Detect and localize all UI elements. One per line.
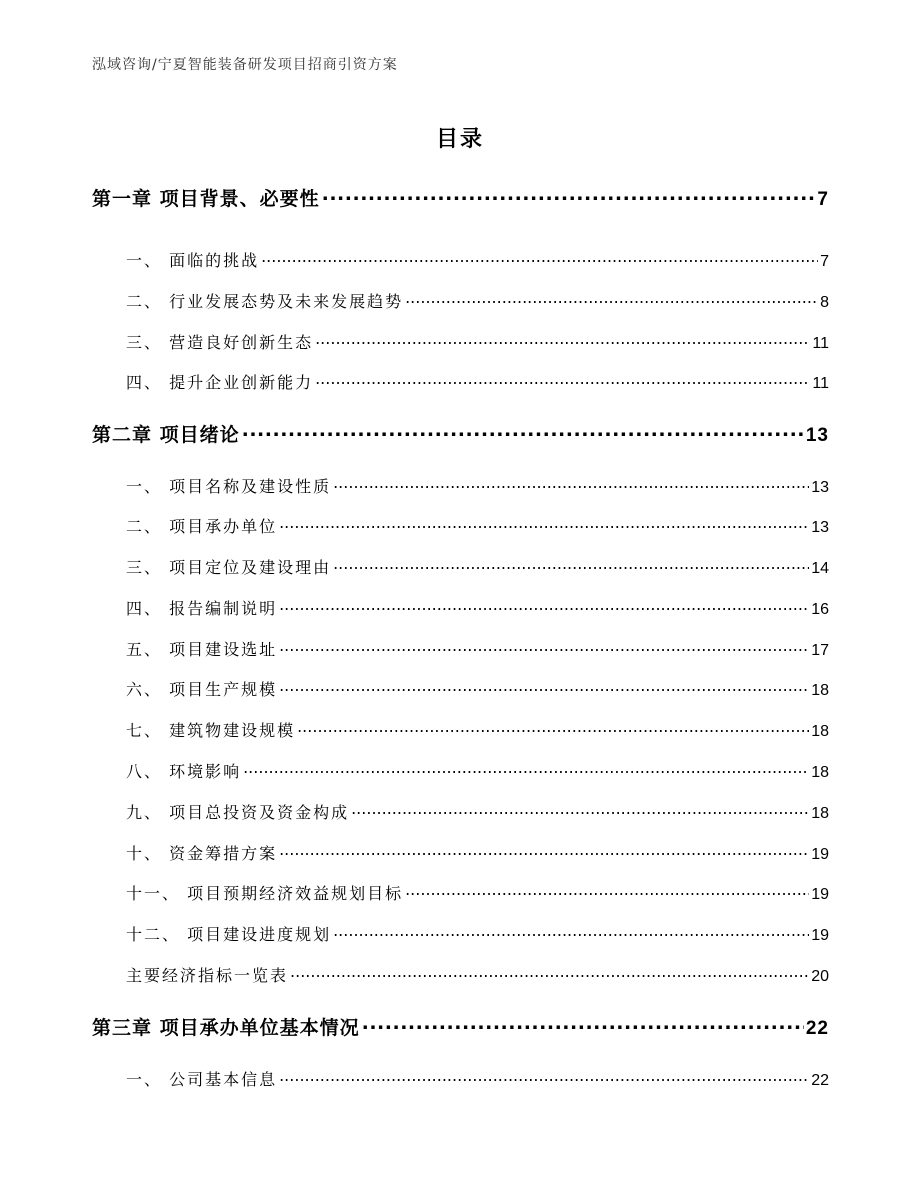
toc-section-entry[interactable]	[126, 637, 829, 660]
page-header: 泓域咨询/宁夏智能装备研发项目招商引资方案	[92, 57, 398, 73]
toc-section-entry[interactable]	[126, 677, 829, 700]
toc-entry-page: 18	[811, 723, 829, 740]
toc-section-entry[interactable]	[126, 881, 829, 904]
toc-entry-label: 十二、 项目建设进度规划	[126, 925, 332, 944]
toc-entry-label: 七、 建筑物建设规模	[126, 721, 296, 740]
toc-entry-page: 7	[817, 189, 829, 210]
toc-entry-label: 二、 项目承办单位	[126, 517, 278, 536]
toc-entry-label: 四、 提升企业创新能力	[126, 373, 314, 392]
toc-entry-label: 主要经济指标一览表	[126, 966, 289, 985]
toc-entry-label: 第二章 项目绪论	[92, 424, 240, 446]
toc-entry-label: 二、 行业发展态势及未来发展趋势	[126, 292, 404, 311]
dot-leader	[333, 924, 809, 940]
toc-section-entry[interactable]	[126, 596, 829, 619]
toc-entry-page: 19	[811, 927, 829, 944]
toc-entry-page: 11	[812, 375, 829, 392]
toc-entry-label: 八、 环境影响	[126, 762, 242, 781]
toc-entry-page: 11	[812, 335, 829, 352]
dot-leader	[322, 186, 816, 205]
toc-entry-page: 17	[811, 642, 829, 659]
dot-leader	[261, 250, 818, 266]
toc-entry-page: 22	[811, 1072, 829, 1089]
dot-leader	[333, 476, 809, 492]
dot-leader	[279, 598, 809, 614]
toc-section-entry[interactable]	[126, 1067, 829, 1090]
dot-leader	[279, 1069, 809, 1085]
toc-entry-page: 18	[811, 805, 829, 822]
dot-leader	[315, 372, 810, 388]
toc-section-entry[interactable]	[126, 922, 829, 945]
dot-leader	[242, 422, 804, 441]
toc-entry-label: 三、 营造良好创新生态	[126, 333, 314, 352]
toc-entry-page: 7	[820, 253, 829, 270]
toc-section-entry[interactable]	[126, 759, 829, 782]
toc-section-entry[interactable]	[126, 474, 829, 497]
toc-entry-page: 18	[811, 764, 829, 781]
dot-leader	[297, 720, 809, 736]
toc-section-entry[interactable]	[126, 330, 829, 353]
dot-leader	[351, 802, 809, 818]
dot-leader	[243, 761, 809, 777]
dot-leader	[279, 516, 809, 532]
toc-section-entry[interactable]	[126, 800, 829, 823]
toc-entry-label: 一、 面临的挑战	[126, 251, 260, 270]
toc-chapter-entry[interactable]	[92, 1013, 829, 1040]
toc-section-entry[interactable]	[126, 370, 829, 393]
toc-entry-page: 20	[811, 968, 829, 985]
toc-entry-label: 一、 项目名称及建设性质	[126, 477, 332, 496]
toc-entry-page: 16	[811, 601, 829, 618]
toc-entry-page: 8	[820, 294, 829, 311]
toc-entry-label: 四、 报告编制说明	[126, 599, 278, 618]
toc-entry-label: 三、 项目定位及建设理由	[126, 558, 332, 577]
toc-section-entry[interactable]	[126, 248, 829, 271]
toc-entry-label: 九、 项目总投资及资金构成	[126, 803, 350, 822]
dot-leader	[290, 965, 809, 981]
toc-section-entry[interactable]	[126, 289, 829, 312]
dot-leader	[315, 332, 810, 348]
toc-section-entry[interactable]	[126, 514, 829, 537]
toc-entry-label: 六、 项目生产规模	[126, 680, 278, 699]
toc-entry-page: 18	[811, 682, 829, 699]
toc-entry-page: 13	[811, 479, 829, 496]
toc-entry-page: 22	[805, 1018, 829, 1039]
toc-entry-label: 第三章 项目承办单位基本情况	[92, 1017, 360, 1039]
dot-leader	[333, 557, 809, 573]
toc-entry-page: 14	[811, 560, 829, 577]
toc-section-entry[interactable]	[126, 963, 829, 986]
toc-title: 目录	[435, 127, 484, 152]
toc-entry-label: 十一、 项目预期经济效益规划目标	[126, 884, 404, 903]
toc-chapter-entry[interactable]	[92, 420, 829, 447]
dot-leader	[405, 883, 809, 899]
dot-leader	[405, 291, 818, 307]
toc-section-entry[interactable]	[126, 841, 829, 864]
toc-entry-label: 一、 公司基本信息	[126, 1070, 278, 1089]
dot-leader	[279, 679, 809, 695]
toc-entry-page: 13	[805, 425, 829, 446]
dot-leader	[362, 1015, 804, 1034]
toc-entry-label: 十、 资金筹措方案	[126, 844, 278, 863]
toc-entry-page: 19	[811, 846, 829, 863]
toc-entry-label: 五、 项目建设选址	[126, 640, 278, 659]
dot-leader	[279, 639, 809, 655]
toc-entry-label: 第一章 项目背景、必要性	[92, 188, 320, 210]
toc-chapter-entry[interactable]	[92, 184, 829, 211]
toc-entry-page: 13	[811, 519, 829, 536]
toc-section-entry[interactable]	[126, 718, 829, 741]
toc-entry-page: 19	[811, 886, 829, 903]
dot-leader	[279, 843, 809, 859]
toc-section-entry[interactable]	[126, 555, 829, 578]
